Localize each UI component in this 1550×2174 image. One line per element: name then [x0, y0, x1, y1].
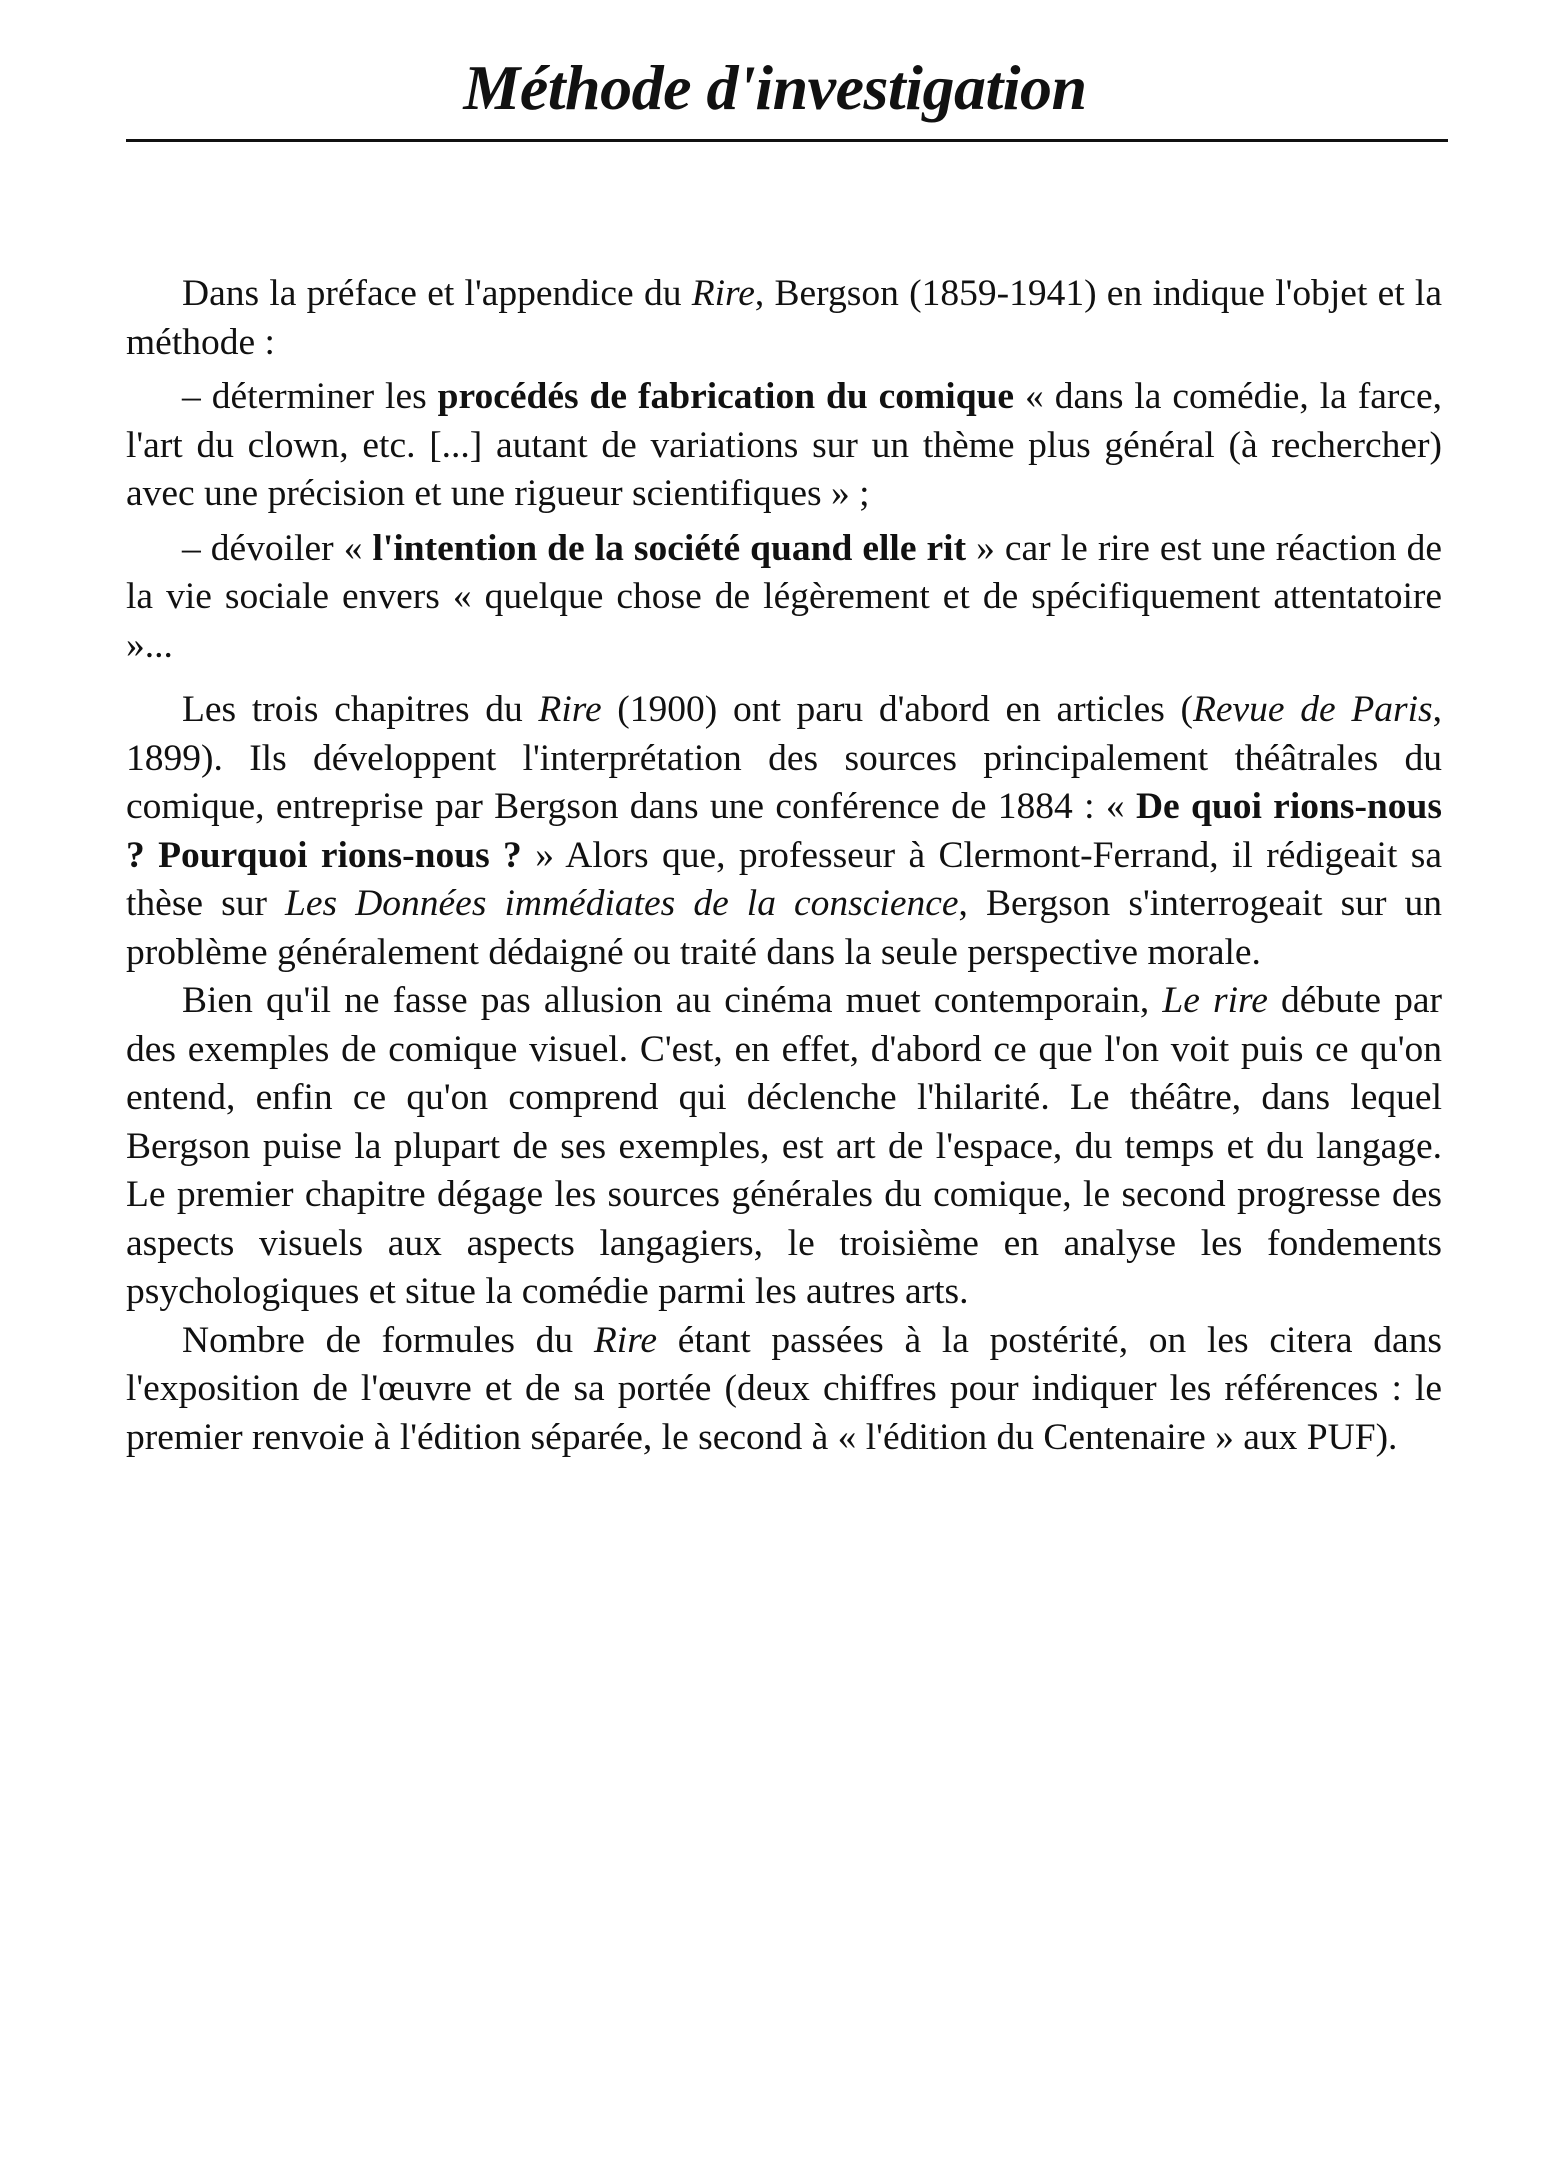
- italic-title-donnees: Les Données immédiates de la conscience: [285, 883, 959, 924]
- text-run: » car le rire est une réaction de la vie sociale envers « quelque chose de légèrement et de spécifiquement attentatoire »...: [126, 527, 1442, 666]
- page-title: Méthode d'investigation: [463, 52, 1087, 123]
- text-run: débute par des exemples de comique visuel. C'est, en effet, d'abord ce que l'on voit puis ce qu'on entend, enfin ce qu'on comprend qui déclenche l'hilarité. Le théâtre, dans lequel Bergson puise la plupart de ses exemples, est art de l'espace, du temps et du langage. Le premier chapitre dégage les sources générales du comique, le second progresse des aspects visuels aux aspects langagiers, le troisième en analyse les fondements psychologiques et situe la comédie parmi les autres arts.: [126, 980, 1442, 1312]
- bold-phrase: procédés de fabrication du comique: [437, 376, 1015, 417]
- text-run: » Alors que, professeur à Clermont-Ferrand, il rédigeait sa thèse sur: [126, 834, 1442, 924]
- text-run: Les trois chapitres du: [182, 689, 539, 730]
- paragraph-cinema: [126, 977, 1442, 1317]
- bold-phrase: l'intention de la société quand elle rit: [372, 527, 967, 569]
- text-run: – déterminer les: [182, 376, 438, 417]
- text-run: , Bergson (1859-1941) en indique l'objet et la méthode :: [126, 273, 1442, 363]
- paragraph-chapitres: [126, 686, 1442, 977]
- italic-title-rire: Rire: [538, 689, 602, 730]
- bold-phrase: De quoi rions-nous ? Pourquoi rions-nous ?: [126, 786, 1442, 876]
- italic-title-rire: Rire: [691, 273, 755, 314]
- list-item-intention: [126, 525, 1442, 671]
- text-run: Bien qu'il ne fasse pas allusion au cinéma muet contemporain,: [182, 980, 1163, 1021]
- document-body: [126, 270, 1442, 1462]
- text-run: , 1899). Ils développent l'interprétation des sources principalement théâtrales du comique, entreprise par Bergson dans une conférence de 1884 : «: [126, 689, 1442, 827]
- text-run: étant passées à la postérité, on les citera dans l'exposition de l'œuvre et de sa portée (deux chiffres pour indiquer les références : le premier renvoie à l'édition séparée, le second à « l'édition du Centenaire » aux PUF).: [126, 1319, 1443, 1458]
- text-run: – dévoiler «: [182, 527, 373, 569]
- text-run: , Bergson s'interrogeait sur un problème généralement dédaigné ou traité dans la seule perspective morale.: [126, 883, 1443, 973]
- italic-title-revue: Revue de Paris: [1192, 689, 1433, 730]
- italic-title-le-rire: Le rire: [1162, 980, 1268, 1021]
- italic-title-rire: Rire: [593, 1319, 658, 1361]
- paragraph-formules: [126, 1317, 1442, 1463]
- title-divider: [126, 139, 1448, 142]
- list-item-procedes: [126, 373, 1442, 519]
- text-run: Nombre de formules du: [182, 1319, 594, 1361]
- text-run: « dans la comédie, la farce, l'art du clown, etc. [...] autant de variations sur un thème plus général (à rechercher) avec une précision et une rigueur scientifiques » ;: [126, 376, 1443, 514]
- text-run: (1900) ont paru d'abord en articles (: [601, 689, 1193, 730]
- text-run: Dans la préface et l'appendice du: [182, 273, 692, 314]
- paragraph-intro: [126, 270, 1442, 367]
